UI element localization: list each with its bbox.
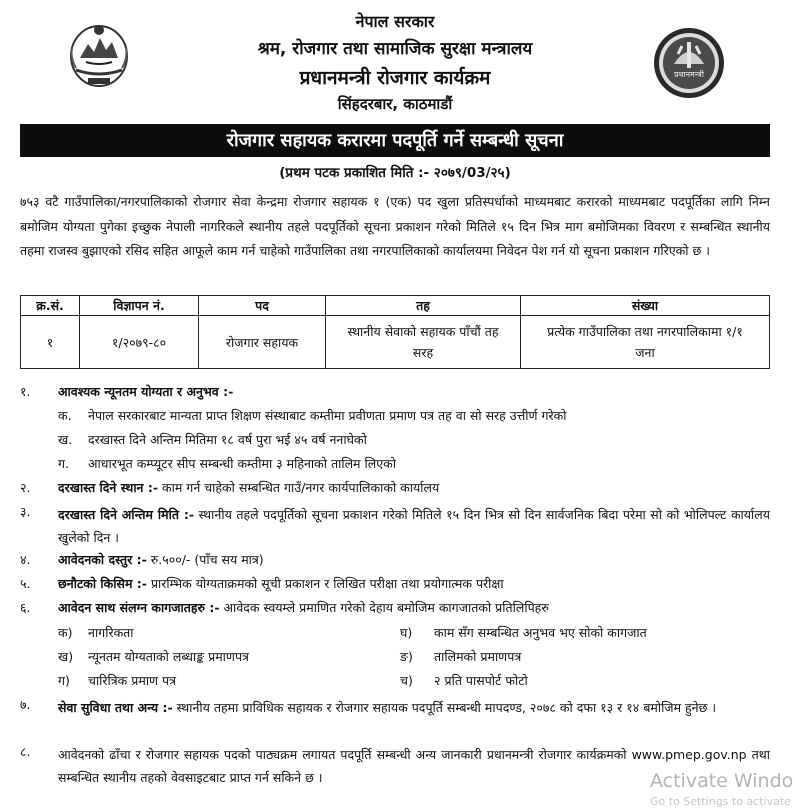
section-title: सेवा सुविधा तथा अन्य :- xyxy=(58,700,173,715)
section-text: स्थानीय तहमा प्राविधिक सहायक र रोजगार सहायक पदपूर्ति सम्बन्धी मापदण्ड, २०७८ को दफा १३ र १४ बमोजिम हुनेछ । xyxy=(172,700,717,715)
cell-count: प्रत्येक गाउँपालिका तथा नगरपालिकामा १/१ जना xyxy=(521,316,770,369)
section-number: ५. xyxy=(20,576,31,591)
pmep-logo-text: प्रधानमन्त्री xyxy=(674,70,704,79)
item-number: ख. xyxy=(58,432,73,447)
col-post: पद xyxy=(199,296,326,316)
pmep-logo-icon xyxy=(652,26,726,100)
item-number: ङ) xyxy=(400,649,413,664)
item-number: ग) xyxy=(58,673,70,688)
item-text: आधारभूत कम्प्यूटर सीप सम्बन्धी कम्तीमा ३ महिनाको तालिम लिएको xyxy=(88,456,396,471)
header-ministry: श्रम, रोजगार तथा सामाजिक सुरक्षा मन्त्रालय xyxy=(257,39,533,59)
cell-sn: १ xyxy=(21,316,80,369)
vacancy-table xyxy=(20,295,770,369)
section-text: आवेदनको ढाँचा र रोजगार सहायक पदको पाठ्यक्रम लगायत पदपूर्ति सम्बन्धी अन्य जानकारी प्रधानमन्त्री रोजगार कार्यक्रमको www.pmep.gov.np तथा सम्बन्धित स्थानीय तहको वेवसाइटबाट प्राप्त गर्न सकिने छ । xyxy=(58,747,770,785)
item-text: न्यूनतम योग्यताको लब्धाङ्क प्रमाणपत्र xyxy=(88,649,249,664)
activate-windows-watermark: Activate Windo xyxy=(650,770,794,792)
item-text: काम सँग सम्बन्धित अनुभव भए सोको कागजात xyxy=(434,625,647,640)
section-text: काम गर्न चाहेको सम्बन्धित गाउँ/नगर कार्यपालिकाको कार्यालय xyxy=(158,480,440,495)
section-number: ८. xyxy=(20,744,31,759)
cell-ad-no: १/२०७९-८० xyxy=(80,316,199,369)
item-number: घ) xyxy=(400,625,413,640)
cell-post: रोजगार सहायक xyxy=(199,316,326,369)
section-title: दरखास्त दिने स्थान :- xyxy=(58,480,159,495)
section-number: २. xyxy=(20,480,31,495)
item-number: च) xyxy=(400,673,413,688)
activate-windows-subtext: Go to Settings to activate xyxy=(650,795,791,808)
item-number: ग. xyxy=(58,456,70,471)
item-number: ख) xyxy=(58,649,74,664)
col-sn: क्र.सं. xyxy=(21,296,80,316)
table-row xyxy=(21,316,770,369)
item-number: क) xyxy=(58,625,73,640)
section-title: दरखास्त दिने अन्तिम मिति :- xyxy=(58,507,195,522)
notice-page xyxy=(20,0,770,808)
section-title: आवेदनको दस्तुर :- xyxy=(58,552,147,567)
section-text: रु.५००/- (पाँच सय मात्र) xyxy=(146,552,264,567)
notice-title: रोजगार सहायक करारमा पदपूर्ति गर्ने सम्बन्धी सूचना xyxy=(20,124,770,157)
header-program: प्रधानमन्त्री रोजगार कार्यक्रम xyxy=(299,67,491,89)
publish-date: (प्रथम पटक प्रकाशित मिति :- २०७९/03/२५) xyxy=(279,165,511,181)
intro-paragraph: ७५३ वटै गाउँपालिका/नगरपालिकाको रोजगार सेवा केन्द्रमा रोजगार सहायक १ (एक) पद खुला प्रतिस्पर्धाको माध्यमबाट करारको माध्यमबाट पदपूर्तिका लागि निम्न बमोजिम योग्यता पुगेका इच्छुक नेपाली नागरिकले स्थानीय तहले पदपूर्तिको सूचना प्रकाशन गरेको मितिले १५ दिन भित्र माग बमोजिमका विवरण र सम्बन्धित स्थानीय तहमा राजस्व बुझाएको रसिद सहित आफूले काम गर्न चाहेको गाउँपालिका तथा नगरपालिकाको कार्यालयमा निवेदन पेश गर्न यो सूचना प्रकाशन गरिएको छ । xyxy=(20,194,770,258)
table-header-row xyxy=(21,296,770,316)
item-text: नागरिकता xyxy=(88,625,134,640)
item-text: चारित्रिक प्रमाण पत्र xyxy=(88,673,177,688)
col-ad-no: विज्ञापन नं. xyxy=(80,296,199,316)
section-number: ४. xyxy=(20,552,31,567)
header-address: सिंहदरबार, काठमाडौं xyxy=(337,95,453,113)
section-text: आवेदक स्वयम्ले प्रमाणित गरेको देहाय बमोजिम कागजातको प्रतिलिपिहरु xyxy=(219,600,549,615)
col-level: तह xyxy=(326,296,521,316)
col-count: संख्या xyxy=(521,296,770,316)
section-number: ३. xyxy=(20,504,31,519)
section-number: १. xyxy=(20,384,31,399)
notice-header xyxy=(20,0,770,122)
item-number: क. xyxy=(58,408,72,423)
item-text: दरखास्त दिने अन्तिम मितिमा १८ वर्ष पुरा भई ४५ वर्ष ननाघेको xyxy=(88,432,367,447)
item-text: तालिमको प्रमाणपत्र xyxy=(434,649,522,664)
section-number: ६. xyxy=(20,600,31,615)
section-number: ७. xyxy=(20,697,31,712)
header-government: नेपाल सरकार xyxy=(355,12,435,31)
section-text: स्थानीय तहले पदपूर्तिको सूचना प्रकाशन गरेको मितिले १५ दिन भित्र सो दिन सार्वजनिक बिदा परेमा सो को भोलिपल्ट कार्यालय खुलेको दिन । xyxy=(58,507,770,545)
item-text: २ प्रति पासपोर्ट फोटो xyxy=(434,673,528,688)
cell-level: स्थानीय सेवाको सहायक पाँचौं तह सरह xyxy=(326,316,521,369)
section-title: छनौटको किसिम :- xyxy=(58,576,147,591)
item-text: नेपाल सरकारबाट मान्यता प्राप्त शिक्षण संस्थाबाट कम्तीमा प्रवीणता प्रमाण पत्र तह वा सो सरह उत्तीर्ण गरेको xyxy=(88,408,567,423)
section-title: आवेदन साथ संलग्न कागजातहरु :- xyxy=(58,600,220,615)
section-title: आवश्यक न्यूनतम योग्यता र अनुभव :- xyxy=(58,384,234,399)
section-text: प्रारम्भिक योग्यताक्रमको सूची प्रकाशन र लिखित परीक्षा तथा प्रयोगात्मक परीक्षा xyxy=(146,576,504,591)
